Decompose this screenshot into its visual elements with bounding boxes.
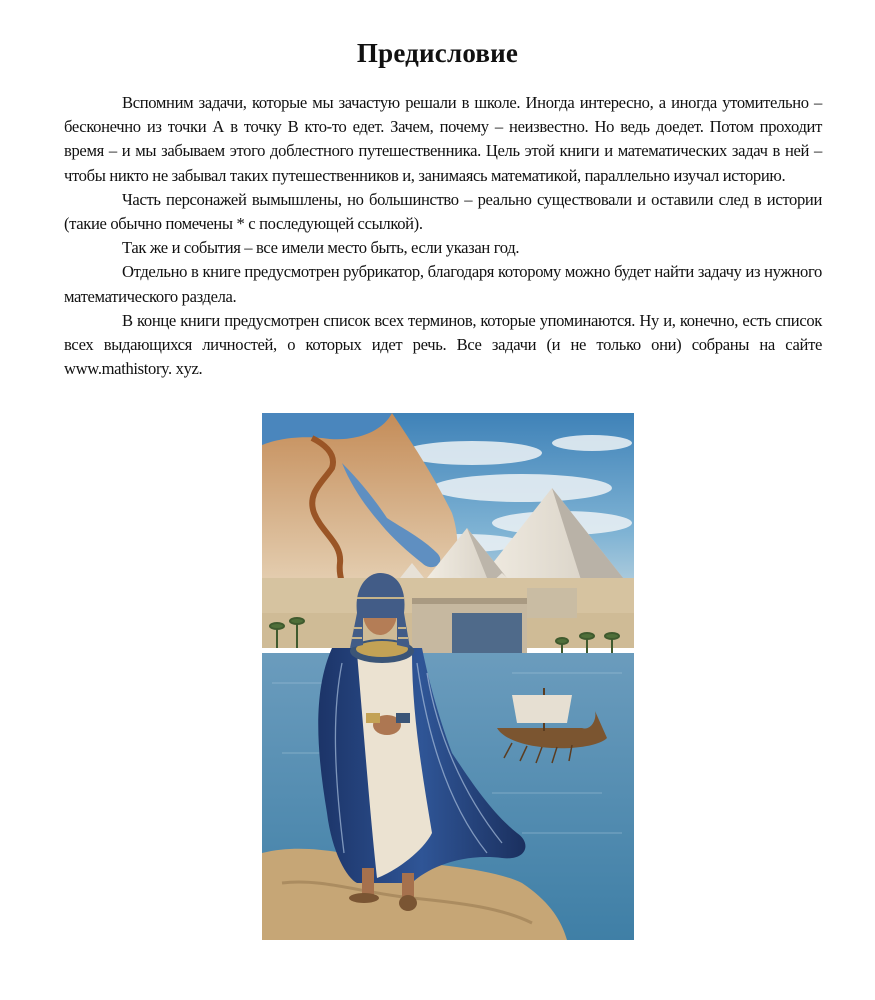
preface-body bbox=[64, 91, 822, 381]
pharaoh-illustration bbox=[262, 413, 634, 940]
paragraph-events: Так же и события – все имели место быть, если указан год. bbox=[122, 238, 520, 258]
page-title: Предисловие bbox=[356, 38, 519, 68]
paragraph-terms-list: В конце книги предусмотрен список всех терминов, которые упоминаются. Ну и, конечно, есть список всех выдающихся личностей, о которых идет речь. Все задачи (и не только они) собраны на сайте www.mathistory. xyz. bbox=[64, 310, 822, 379]
paragraph-intro: Вспомним задачи, которые мы зачастую решали в школе. Иногда интересно, а иногда утомительно – бесконечно из точки А в точку В кто-то едет. Зачем, почему – неизвестно. Но ведь доедет. Потом проходит время – и мы забываем этого доблестного путешественника. Цель этой книги и математических задач в ней – чтобы никто не забывал таких путешественников и, занимаясь математикой, параллельно изучал историю. bbox=[64, 93, 822, 185]
paragraph-rubricator: Отдельно в книге предусмотрен рубрикатор, благодаря которому можно будет найти задачу из нужного математического раздела. bbox=[64, 262, 822, 306]
paragraph-characters: Часть персонажей вымышлены, но большинство – реально существовали и оставили след в истории (такие обычно помечены * с последующей ссылкой). bbox=[64, 189, 822, 234]
